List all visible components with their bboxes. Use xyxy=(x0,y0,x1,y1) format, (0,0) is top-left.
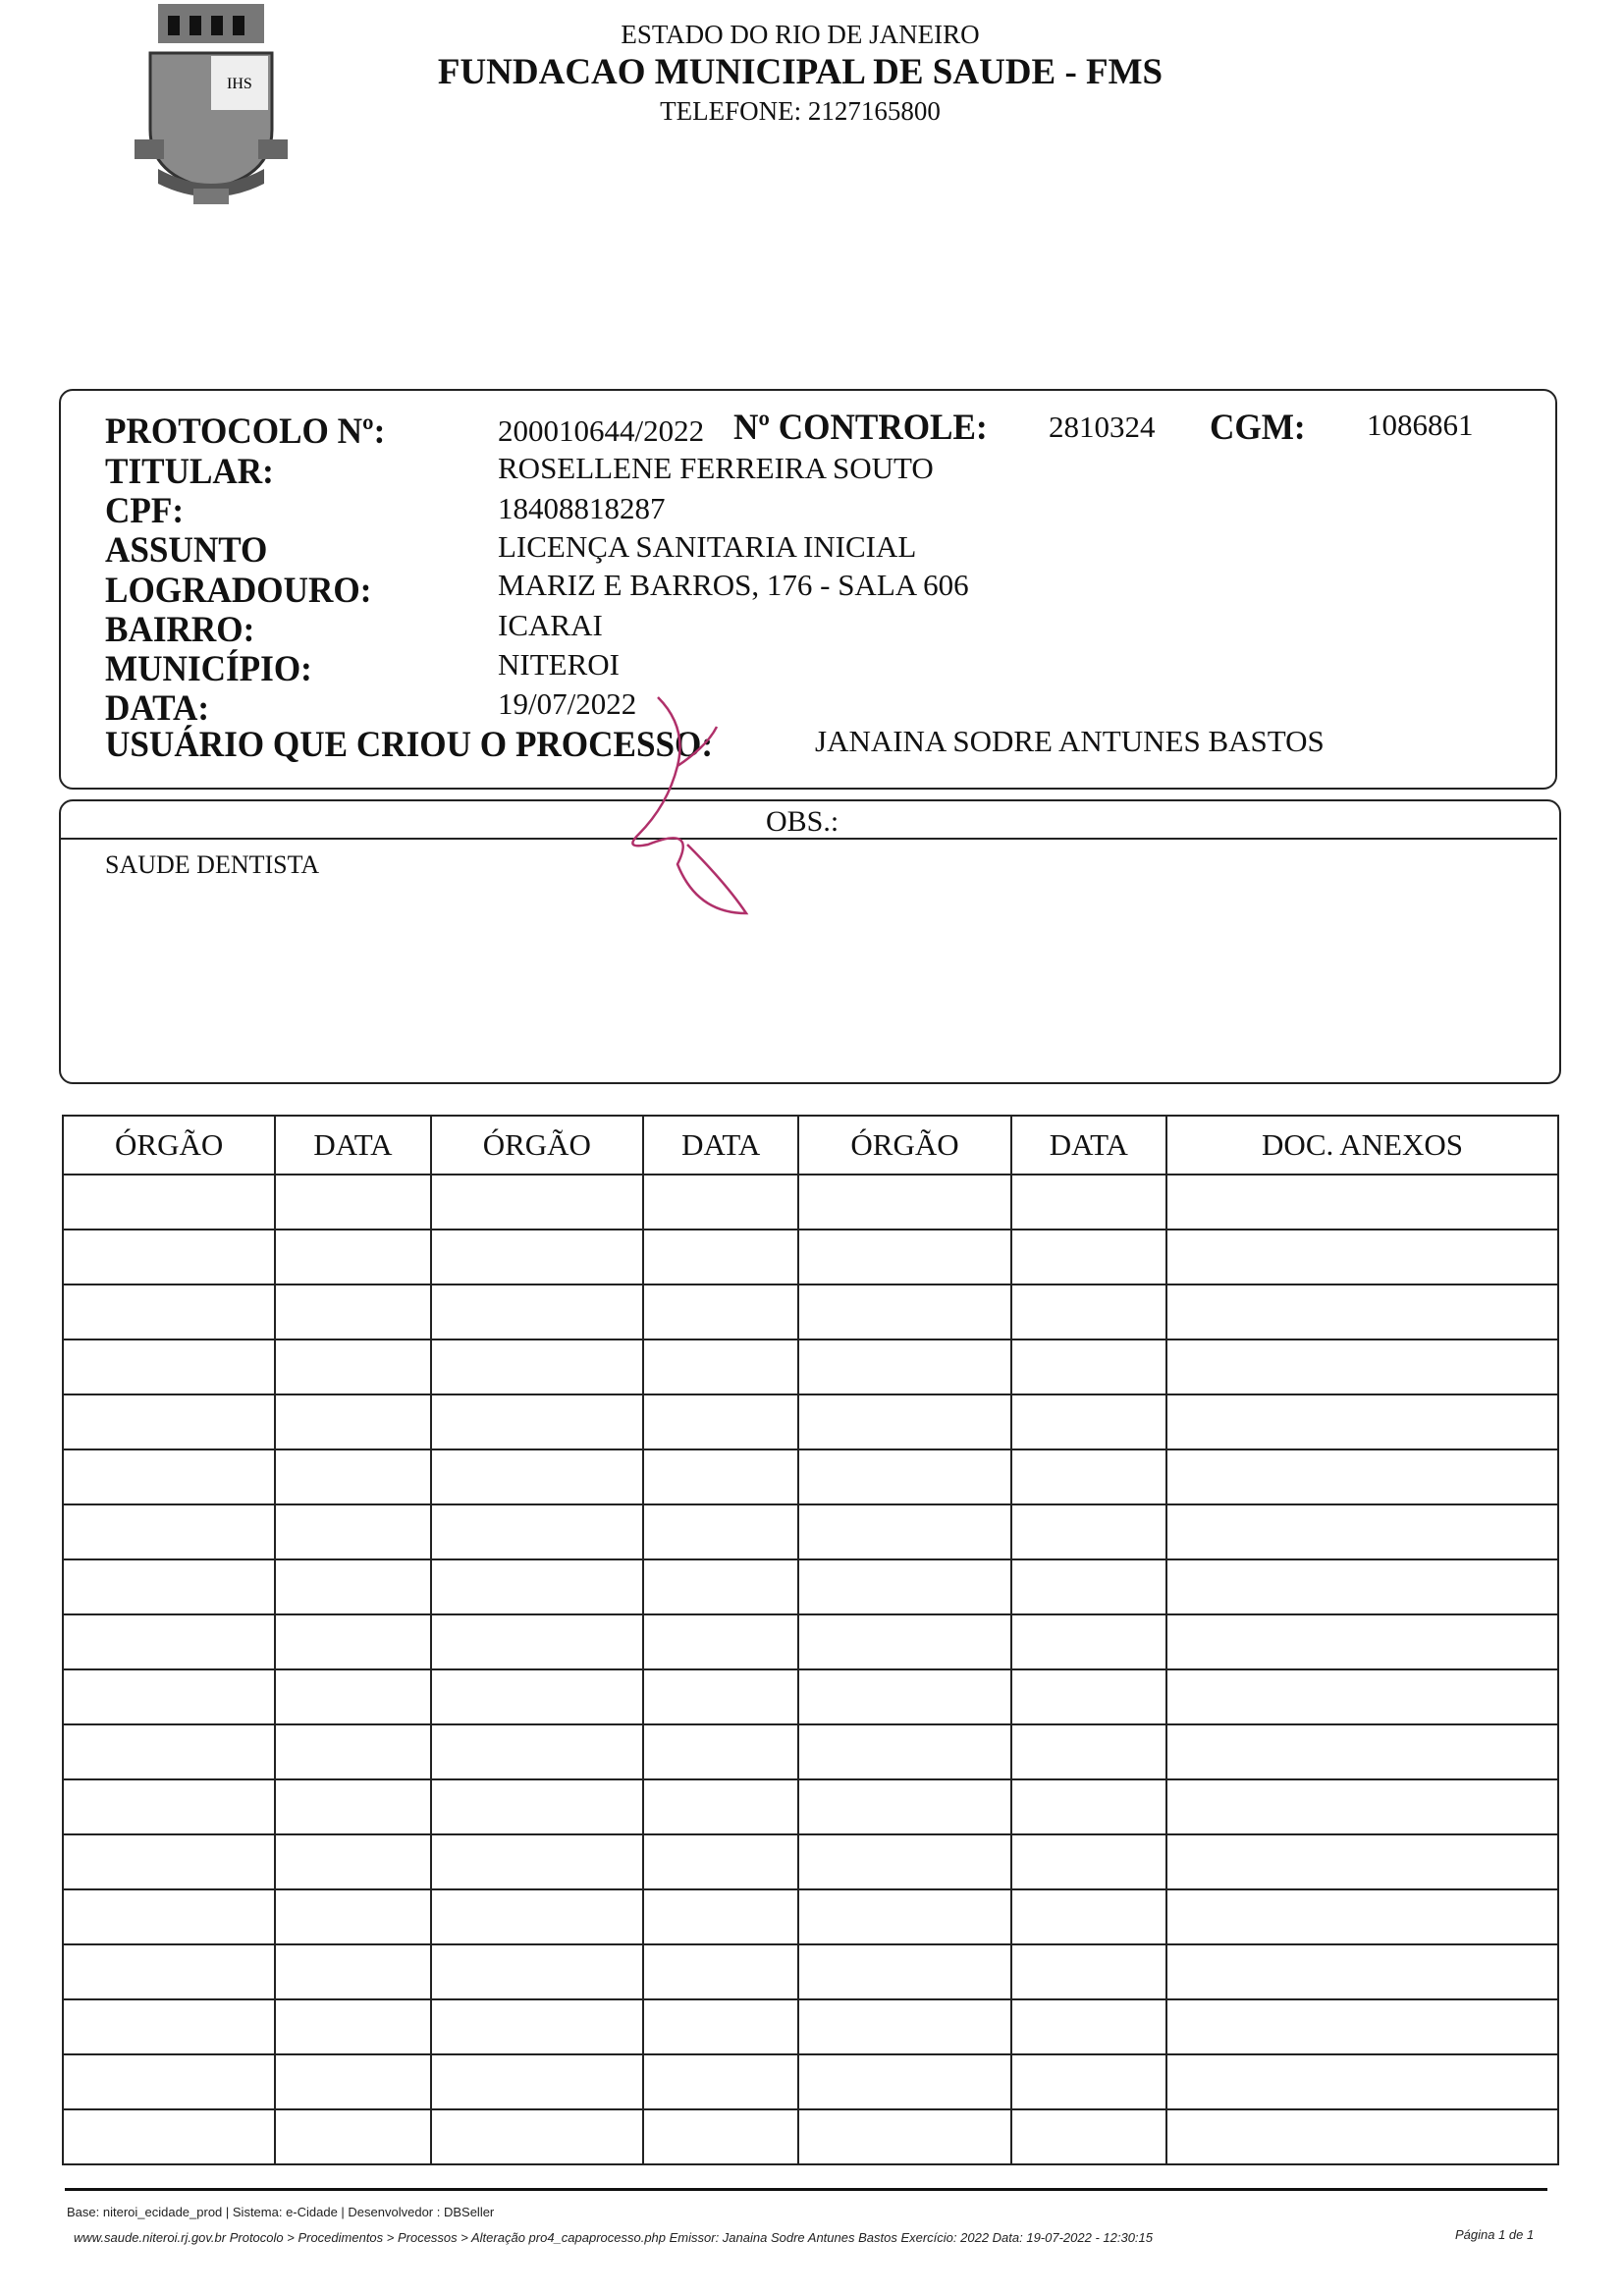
table-cell xyxy=(431,1449,643,1504)
table-row xyxy=(63,1339,1558,1394)
table-cell xyxy=(1166,1724,1558,1779)
table-row xyxy=(63,1999,1558,2054)
table-cell xyxy=(431,1339,643,1394)
table-cell xyxy=(63,1834,275,1889)
table-cell xyxy=(1011,1834,1166,1889)
data-value: 19/07/2022 xyxy=(498,686,637,721)
table-cell xyxy=(798,1449,1010,1504)
table-cell xyxy=(63,1504,275,1559)
bairro-label: BAIRRO: xyxy=(105,610,255,650)
table-cell xyxy=(431,1834,643,1889)
table-row xyxy=(63,2109,1558,2164)
obs-box xyxy=(59,799,1561,1084)
table-cell xyxy=(798,1559,1010,1614)
table-cell xyxy=(431,1394,643,1449)
table-cell xyxy=(275,1339,430,1394)
table-cell xyxy=(798,1339,1010,1394)
table-cell xyxy=(63,1779,275,1834)
table-row xyxy=(63,1724,1558,1779)
table-row xyxy=(63,2054,1558,2109)
table-cell xyxy=(63,1614,275,1669)
table-cell xyxy=(643,1944,798,1999)
table-cell xyxy=(798,1834,1010,1889)
table-row xyxy=(63,1175,1558,1230)
usuario-value: JANAINA SODRE ANTUNES BASTOS xyxy=(815,724,1325,758)
column-header: DATA xyxy=(1011,1116,1166,1175)
cgm-label: CGM: xyxy=(1210,408,1306,448)
table-cell xyxy=(431,1779,643,1834)
table-cell xyxy=(1011,1889,1166,1944)
table-cell xyxy=(1166,1889,1558,1944)
table-cell xyxy=(1011,2054,1166,2109)
table-cell xyxy=(1166,1504,1558,1559)
table-cell xyxy=(275,1889,430,1944)
table-cell xyxy=(63,1889,275,1944)
table-cell xyxy=(798,1724,1010,1779)
table-cell xyxy=(1166,2109,1558,2164)
table-cell xyxy=(643,1779,798,1834)
table-cell xyxy=(798,1285,1010,1339)
table-cell xyxy=(798,1394,1010,1449)
table-cell xyxy=(1011,1779,1166,1834)
table-cell xyxy=(643,2109,798,2164)
table-cell xyxy=(275,1175,430,1230)
table-cell xyxy=(431,1889,643,1944)
table-cell xyxy=(798,1504,1010,1559)
table-cell xyxy=(63,1449,275,1504)
table-cell xyxy=(63,1944,275,1999)
table-cell xyxy=(431,1175,643,1230)
table-cell xyxy=(1166,1449,1558,1504)
column-header: DATA xyxy=(275,1116,430,1175)
footer-system-info: Base: niteroi_ecidade_prod | Sistema: e-Cidade | Desenvolvedor : DBSeller xyxy=(67,2205,495,2219)
assunto-label: ASSUNTO xyxy=(105,530,268,571)
table-cell xyxy=(275,1285,430,1339)
table-cell xyxy=(643,1504,798,1559)
table-cell xyxy=(63,1559,275,1614)
table-cell xyxy=(1166,1779,1558,1834)
logradouro-label: LOGRADOURO: xyxy=(105,571,372,611)
svg-text:IHS: IHS xyxy=(227,76,252,92)
table-cell xyxy=(63,2054,275,2109)
table-cell xyxy=(643,1230,798,1285)
titular-label: TITULAR: xyxy=(105,452,274,492)
table-cell xyxy=(1011,1339,1166,1394)
table-cell xyxy=(63,1285,275,1339)
table-cell xyxy=(275,1559,430,1614)
table-cell xyxy=(1011,1175,1166,1230)
column-header: DOC. ANEXOS xyxy=(1166,1116,1558,1175)
table-row xyxy=(63,1449,1558,1504)
table-row xyxy=(63,1669,1558,1724)
column-header: DATA xyxy=(643,1116,798,1175)
table-cell xyxy=(643,1669,798,1724)
table-cell xyxy=(643,1614,798,1669)
table-cell xyxy=(431,1944,643,1999)
table-row xyxy=(63,1285,1558,1339)
table-cell xyxy=(431,1504,643,1559)
routing-table xyxy=(62,1115,1559,2165)
table-cell xyxy=(63,2109,275,2164)
table-cell xyxy=(275,1999,430,2054)
table-cell xyxy=(275,1724,430,1779)
table-cell xyxy=(275,1449,430,1504)
table-cell xyxy=(1166,1339,1558,1394)
footer-page-number: Página 1 de 1 xyxy=(1455,2227,1535,2242)
table-cell xyxy=(275,1614,430,1669)
controle-label: Nº CONTROLE: xyxy=(733,408,988,448)
table-cell xyxy=(275,2109,430,2164)
logradouro-value: MARIZ E BARROS, 176 - SALA 606 xyxy=(498,568,969,602)
column-header: ÓRGÃO xyxy=(431,1116,643,1175)
table-cell xyxy=(643,1999,798,2054)
table-cell xyxy=(1011,1944,1166,1999)
table-cell xyxy=(643,1559,798,1614)
table-cell xyxy=(643,1394,798,1449)
obs-text: SAUDE DENTISTA xyxy=(105,850,320,879)
table-cell xyxy=(275,1779,430,1834)
table-cell xyxy=(1166,1944,1558,1999)
table-cell xyxy=(798,2054,1010,2109)
table-cell xyxy=(643,1175,798,1230)
cgm-value: 1086861 xyxy=(1367,408,1474,442)
table-cell xyxy=(643,1285,798,1339)
table-cell xyxy=(798,1230,1010,1285)
table-cell xyxy=(1166,1175,1558,1230)
table-row xyxy=(63,1779,1558,1834)
table-cell xyxy=(798,1669,1010,1724)
table-row xyxy=(63,1504,1558,1559)
table-cell xyxy=(431,1724,643,1779)
table-cell xyxy=(1011,1394,1166,1449)
table-cell xyxy=(63,1175,275,1230)
table-cell xyxy=(431,1230,643,1285)
table-cell xyxy=(431,2109,643,2164)
header-state: ESTADO DO RIO DE JANEIRO xyxy=(621,20,980,49)
header-phone: TELEFONE: 2127165800 xyxy=(660,96,941,126)
table-cell xyxy=(431,1559,643,1614)
table-row xyxy=(63,1834,1558,1889)
obs-label: OBS.: xyxy=(766,805,839,838)
table-cell xyxy=(1011,1669,1166,1724)
header-organization: FUNDACAO MUNICIPAL DE SAUDE - FMS xyxy=(437,52,1164,92)
data-label: DATA: xyxy=(105,688,210,729)
table-cell xyxy=(1011,1504,1166,1559)
footer-divider xyxy=(65,2188,1547,2191)
table-cell xyxy=(431,1999,643,2054)
table-cell xyxy=(1166,1230,1558,1285)
bairro-value: ICARAI xyxy=(498,608,603,642)
table-cell xyxy=(275,1230,430,1285)
table-row xyxy=(63,1944,1558,1999)
table-cell xyxy=(1011,1449,1166,1504)
municipio-value: NITEROI xyxy=(498,647,620,682)
table-row xyxy=(63,1614,1558,1669)
table-cell xyxy=(1166,1999,1558,2054)
table-row xyxy=(63,1230,1558,1285)
table-cell xyxy=(63,1230,275,1285)
column-header: ÓRGÃO xyxy=(798,1116,1010,1175)
protocolo-label: PROTOCOLO Nº: xyxy=(105,411,386,452)
table-cell xyxy=(1166,1614,1558,1669)
table-cell xyxy=(63,1669,275,1724)
table-cell xyxy=(431,1669,643,1724)
table-cell xyxy=(275,1834,430,1889)
table-header-row xyxy=(63,1116,1558,1175)
table-cell xyxy=(1166,1834,1558,1889)
table-cell xyxy=(63,1999,275,2054)
table-cell xyxy=(643,1724,798,1779)
cpf-label: CPF: xyxy=(105,491,185,531)
table-cell xyxy=(275,1944,430,1999)
table-cell xyxy=(431,1614,643,1669)
table-cell xyxy=(431,1285,643,1339)
table-cell xyxy=(798,1999,1010,2054)
municipio-label: MUNICÍPIO: xyxy=(105,649,312,689)
table-cell xyxy=(431,2054,643,2109)
controle-value: 2810324 xyxy=(1049,410,1156,444)
table-cell xyxy=(1166,1669,1558,1724)
table-cell xyxy=(1166,2054,1558,2109)
footer-path-info: www.saude.niteroi.rj.gov.br Protocolo > Procedimentos > Processos > Alteração pro4_capaprocesso.php Emissor: Janaina Sodre Antunes Bastos Exercício: 2022 Data: 19-07-2022 - 12:30:15 xyxy=(74,2230,1153,2245)
table-cell xyxy=(275,1669,430,1724)
table-cell xyxy=(63,1724,275,1779)
table-cell xyxy=(1011,2109,1166,2164)
table-cell xyxy=(1011,1559,1166,1614)
table-row xyxy=(63,1889,1558,1944)
table-cell xyxy=(275,2054,430,2109)
table-cell xyxy=(1166,1559,1558,1614)
usuario-label: USUÁRIO QUE CRIOU O PROCESSO: xyxy=(105,725,714,765)
table-cell xyxy=(643,1449,798,1504)
table-cell xyxy=(643,1834,798,1889)
table-cell xyxy=(63,1339,275,1394)
table-cell xyxy=(1011,1230,1166,1285)
table-cell xyxy=(643,2054,798,2109)
table-cell xyxy=(643,1339,798,1394)
table-cell xyxy=(275,1504,430,1559)
table-cell xyxy=(1166,1394,1558,1449)
handwritten-signature xyxy=(619,687,756,923)
table-cell xyxy=(1011,1285,1166,1339)
titular-value: ROSELLENE FERREIRA SOUTO xyxy=(498,451,934,485)
table-cell xyxy=(798,1889,1010,1944)
table-row xyxy=(63,1394,1558,1449)
table-cell xyxy=(275,1394,430,1449)
column-header: ÓRGÃO xyxy=(63,1116,275,1175)
table-cell xyxy=(798,1944,1010,1999)
table-row xyxy=(63,1559,1558,1614)
cpf-value: 18408818287 xyxy=(498,491,666,525)
table-cell xyxy=(1011,1724,1166,1779)
table-cell xyxy=(798,2109,1010,2164)
table-cell xyxy=(798,1614,1010,1669)
assunto-value: LICENÇA SANITARIA INICIAL xyxy=(498,529,917,564)
table-cell xyxy=(798,1175,1010,1230)
table-cell xyxy=(63,1394,275,1449)
table-cell xyxy=(643,1889,798,1944)
table-cell xyxy=(798,1779,1010,1834)
table-cell xyxy=(1011,1614,1166,1669)
table-cell xyxy=(1166,1285,1558,1339)
table-cell xyxy=(1011,1999,1166,2054)
protocolo-value: 200010644/2022 xyxy=(498,413,705,448)
